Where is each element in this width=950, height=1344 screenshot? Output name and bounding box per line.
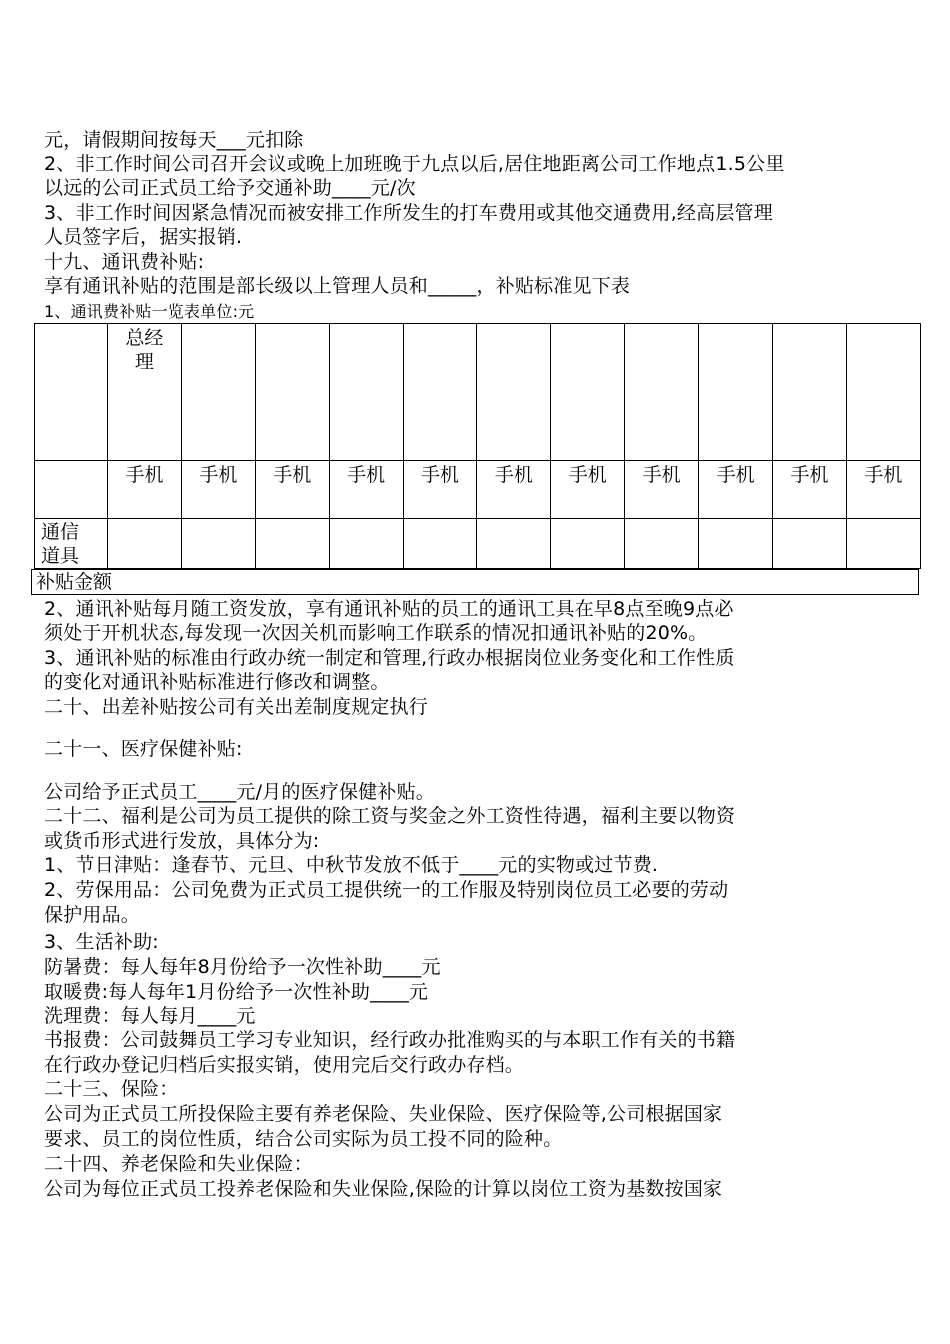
cell-mobile: 手机 [699, 461, 773, 519]
table-row [35, 461, 921, 519]
section-heading: 二十、出差补贴按公司有关出差制度规定执行 [44, 696, 429, 718]
table-cell [551, 519, 625, 569]
text-line: 书报费：公司鼓舞员工学习专业知识，经行政办批准购买的与本职工作有关的书籍 [44, 1029, 736, 1051]
text-line: 享有通讯补贴的范围是部长级以上管理人员和_____，补贴标准见下表 [44, 275, 631, 297]
text-line: 的变化对通讯补贴标准进行修改和调整。 [44, 671, 390, 693]
section-heading: 二十四、养老保险和失业保险： [44, 1153, 313, 1175]
table-cell [35, 461, 108, 519]
section-heading: 二十三、保险： [44, 1078, 179, 1100]
table-cell [625, 324, 699, 461]
text-line: 2、非工作时间公司召开会议或晚上加班晚于九点以后,居住地距离公司工作地点1.5公里 [44, 153, 785, 175]
text-line: 3、非工作时间因紧急情况而被安排工作所发生的打车费用或其他交通费用,经高层管理 [44, 202, 773, 224]
table-cell [551, 324, 625, 461]
table-cell [255, 519, 329, 569]
cell-mobile: 手机 [255, 461, 329, 519]
table-cell [773, 324, 847, 461]
table-cell [846, 324, 920, 461]
table-cell [477, 519, 551, 569]
table-cell [35, 324, 108, 461]
table-cell [108, 519, 182, 569]
text-line: 2、劳保用品：公司免费为正式员工提供统一的工作服及特别岗位员工必要的劳动 [44, 879, 729, 901]
section-heading: 二十二、福利是公司为员工提供的除工资与奖金之外工资性待遇，福利主要以物资 [44, 805, 736, 827]
text-line: 取暖费:每人每年1月份给予一次性补助____元 [44, 981, 429, 1003]
subsidy-amount-label: 补贴金额 [36, 571, 113, 593]
table-caption: 1、通讯费补贴一览表单位:元 [44, 302, 255, 321]
text-line: 保护用品。 [44, 904, 141, 926]
cell-mobile: 手机 [181, 461, 255, 519]
header-cell-general-manager: 总经理 [108, 324, 182, 461]
table-cell [329, 324, 403, 461]
cell-mobile: 手机 [773, 461, 847, 519]
text-line: 以远的公司正式员工给予交通补助____元/次 [44, 177, 416, 199]
table-cell [846, 519, 920, 569]
text-line: 公司为正式员工所投保险主要有养老保险、失业保险、医疗保险等,公司根据国家 [44, 1103, 723, 1125]
cell-mobile: 手机 [108, 461, 182, 519]
cell-mobile: 手机 [477, 461, 551, 519]
text-line: 3、生活补助: [44, 931, 159, 953]
cell-mobile: 手机 [846, 461, 920, 519]
text-line: 须处于开机状态,每发现一次因关机而影响工作联系的情况扣通讯补贴的20%。 [44, 622, 708, 644]
text-line: 元，请假期间按每天___元扣除 [44, 129, 304, 151]
text-line: 或货币形式进行发放，具体分为: [44, 830, 320, 852]
subsidy-amount-row [31, 569, 919, 595]
row-label-comm-tool: 通信道具 [35, 519, 108, 569]
table-cell [477, 324, 551, 461]
text-line: 人员签字后，据实报销. [44, 226, 243, 248]
section-heading: 二十一、医疗保健补贴: [44, 738, 243, 760]
text-line: 防暑费：每人每年8月份给予一次性补助____元 [44, 956, 441, 978]
table-cell [699, 324, 773, 461]
table-cell [181, 324, 255, 461]
text-line: 2、通讯补贴每月随工资发放，享有通讯补贴的员工的通讯工具在早8点至晚9点必 [44, 598, 734, 620]
table-cell [699, 519, 773, 569]
table-cell [773, 519, 847, 569]
section-heading: 十九、通讯费补贴: [44, 251, 205, 273]
subsidy-table [34, 323, 921, 569]
table-row [35, 324, 921, 461]
table-cell [403, 324, 477, 461]
text-line: 公司给予正式员工____元/月的医疗保健补贴。 [44, 781, 436, 803]
table-cell [255, 324, 329, 461]
text-line: 1、节日津贴：逢春节、元旦、中秋节发放不低于____元的实物或过节费. [44, 854, 659, 876]
table-cell [329, 519, 403, 569]
cell-mobile: 手机 [551, 461, 625, 519]
text-line: 3、通讯补贴的标准由行政办统一制定和管理,行政办根据岗位业务变化和工作性质 [44, 647, 735, 669]
text-line: 洗理费：每人每月____元 [44, 1005, 256, 1027]
text-line: 在行政办登记归档后实报实销，使用完后交行政办存档。 [44, 1054, 525, 1076]
cell-mobile: 手机 [403, 461, 477, 519]
cell-mobile: 手机 [329, 461, 403, 519]
table-cell [625, 519, 699, 569]
text-line: 公司为每位正式员工投养老保险和失业保险,保险的计算以岗位工资为基数按国家 [44, 1178, 723, 1200]
text-line: 要求、员工的岗位性质，结合公司实际为员工投不同的险种。 [44, 1128, 563, 1150]
table-row [35, 519, 921, 569]
cell-mobile: 手机 [625, 461, 699, 519]
table-cell [181, 519, 255, 569]
table-cell [403, 519, 477, 569]
